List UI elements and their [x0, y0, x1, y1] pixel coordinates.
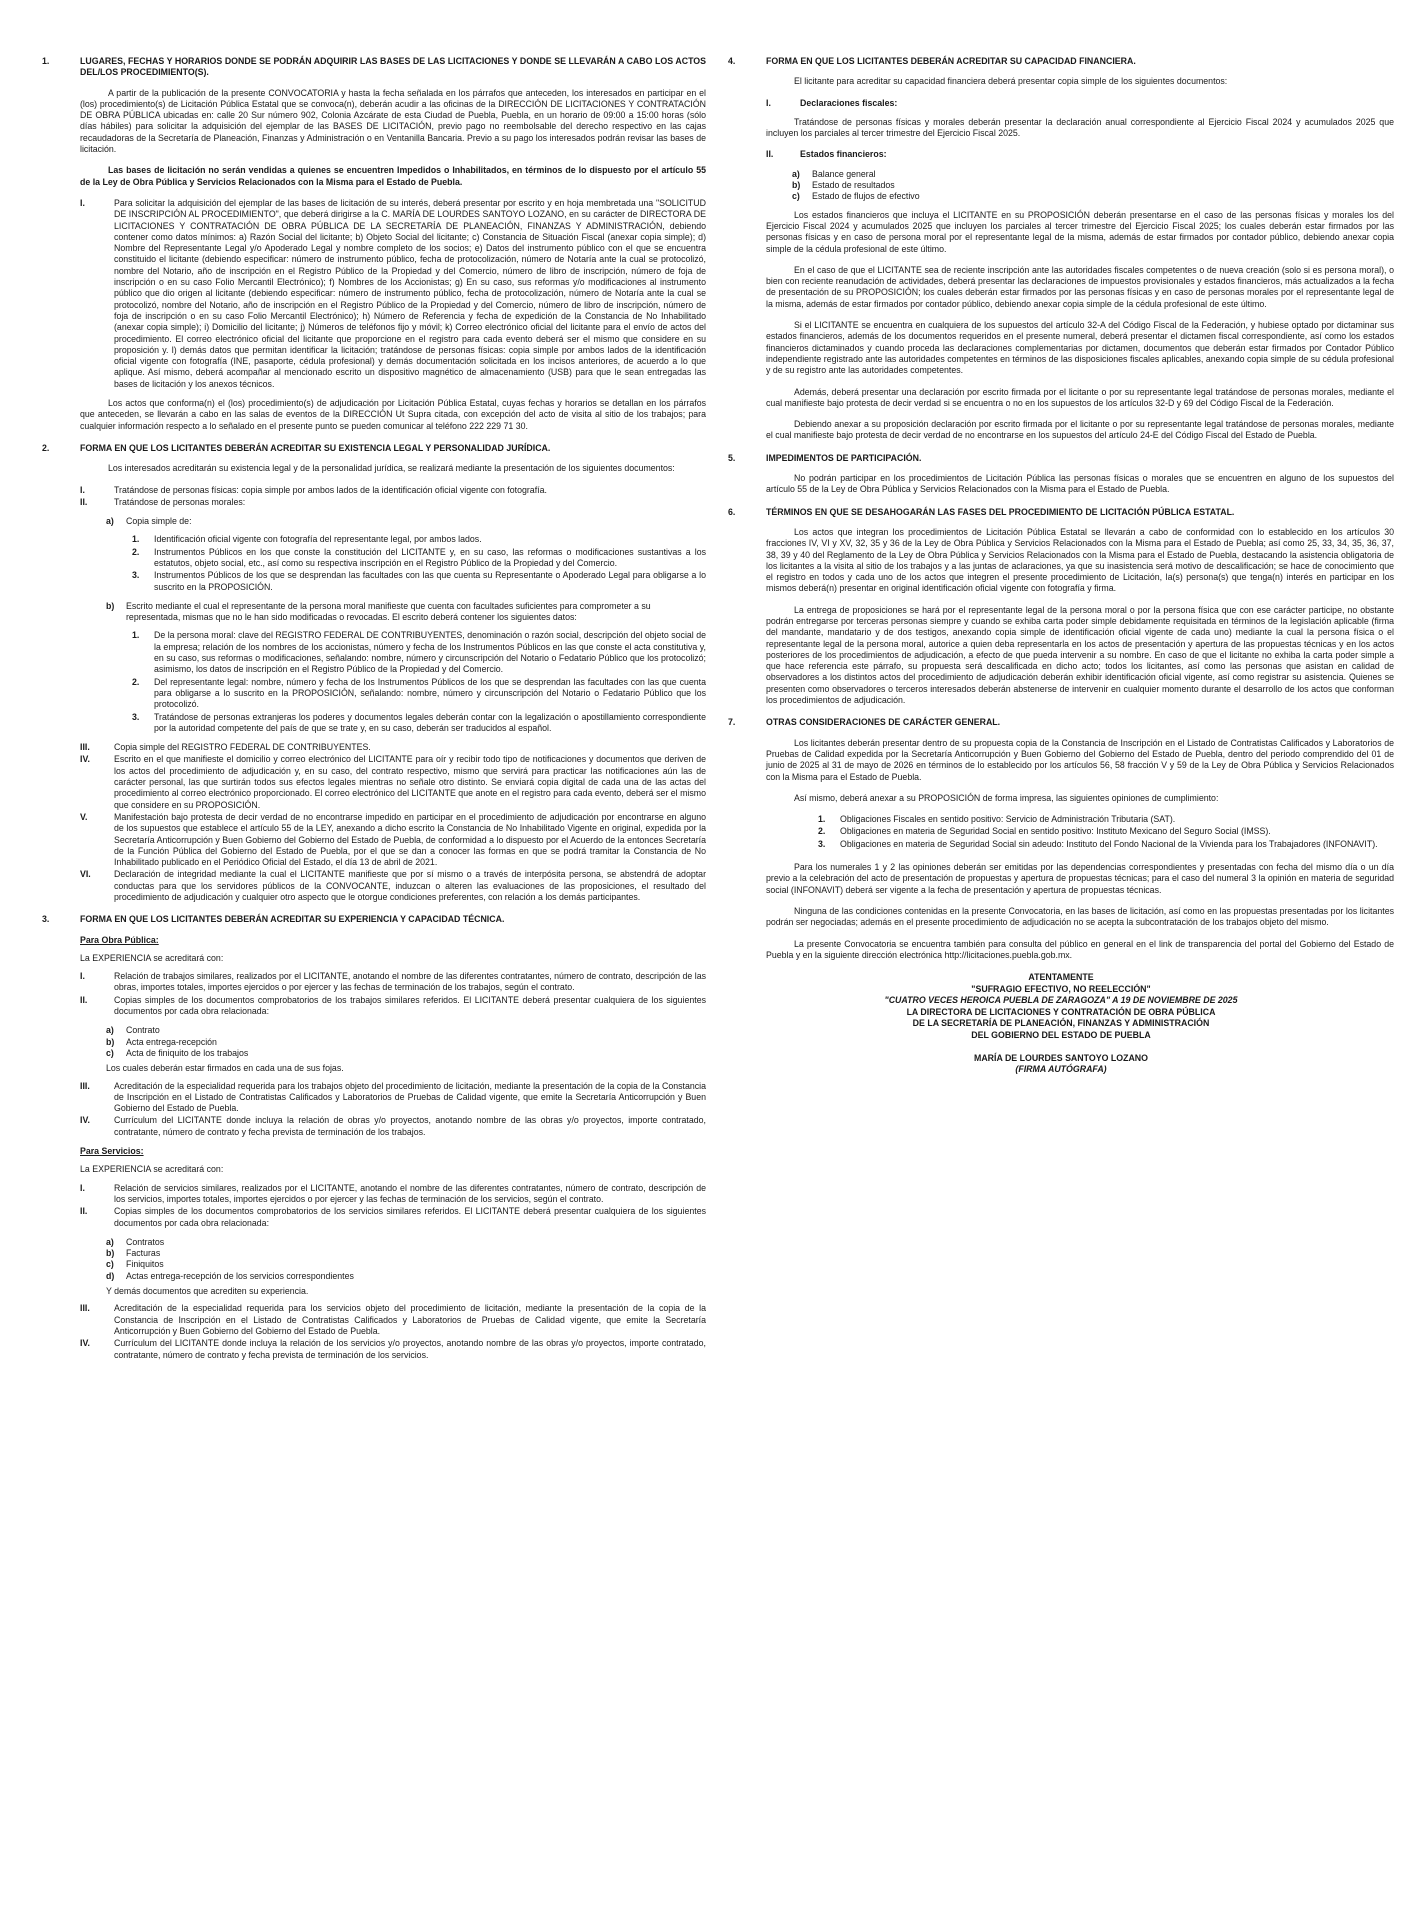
item-label: 1. [818, 814, 826, 825]
list-item [766, 98, 1394, 109]
item-text: Estado de flujos de efectivo [812, 191, 920, 202]
item-label: II. [80, 496, 88, 507]
section-6 [728, 507, 1394, 707]
paragraph: La presente Convocatoria se encuentra también para consulta del público en general en el link de transparencia del portal del Gobierno del Estado de Puebla y en la siguiente dirección electrónica http://licitaciones.puebla.gob.mx. [766, 938, 1394, 960]
section-title: FORMA EN QUE LOS LICITANTES DEBERÁN ACREDITAR SU CAPACIDAD FINANCIERA. [766, 56, 1136, 66]
section-7 [728, 717, 1394, 961]
sub-item [792, 180, 1394, 191]
sub-item [106, 1237, 706, 1248]
item-text: Instrumentos Públicos de los que se desprendan las facultades con las que cuenta su Representante o Apoderado Legal para obligarse a lo suscrito en la PROPOSICIÓN. [154, 570, 706, 592]
list-item [80, 1081, 706, 1115]
item-label: II. [80, 994, 88, 1005]
item-text: Obligaciones Fiscales en sentido positivo: Servicio de Administración Tributaria (SAT). [840, 814, 1176, 825]
sub-item [792, 191, 1394, 202]
item-label: c) [106, 1047, 114, 1058]
item-text: Copias simples de los documentos comprobatorios de los servicios similares referidos. El LICITANTE deberá presentar cualquiera de los siguientes documentos por cada obra relacionada: [114, 1206, 706, 1228]
paragraph: La entrega de proposiciones se hará por el representante legal de la persona moral o por la persona física que con ese carácter participe, no obstante podrán entregarse por terceras personas siempre y cuando se exhiba carta poder simple debidamente requisitada en términos de la legislación aplicable (firma del mandante, mandatario y de dos testigos, anexando copia simple de identificación oficial vigente de cada uno) mediante la cual la persona física o el representante legal de la persona moral, autorice a quien deba representarla en los actos de presentación y apertura de las propuestas técnicas y en los actos posteriores de los procedimientos de adjudicación, a efecto de que pueda intervenir a su nombre. En caso de que el licitante no exhiba la carta poder simple a que hace referencia este párrafo, su propuesta será descalificada en dicho acto; todos los licitantes, así como las personas que asistan en calidad de observadores a los distintos actos del procedimiento de adjudicación deberán exhibir identificación oficial vigente, así como registrar su asistencia. Quienes se presenten como observadores o terceros interesados deberán abstenerse de intervenir en cualquier momento durante el desarrollo de los actos que conforman los procedimientos de adjudicación. [766, 604, 1394, 706]
paragraph: Así mismo, deberá anexar a su PROPOSICIÓN de forma impresa, las siguientes opiniones de cumplimiento: [794, 792, 1219, 803]
section-title: FORMA EN QUE LOS LICITANTES DEBERÁN ACREDITAR SU EXPERIENCIA Y CAPACIDAD TÉCNICA. [80, 914, 505, 925]
item-label: a) [792, 168, 800, 179]
item-text: Declaración de integridad mediante la cual el LICITANTE manifieste que por sí mismo o a través de interpósita persona, se abstendrá de adoptar conductas para que los servidores públicos de la CONVOCANTE, induzcan o alteren las evaluaciones de las proposiciones, el resultado del procedimiento de adjudicación y cualquier otro aspecto que le otorgue condiciones preferentes, con relación a los demás participantes. [114, 869, 706, 902]
item-text: Contrato [126, 1025, 160, 1036]
paragraph: Los interesados acreditarán su existencia legal y de la personalidad jurídica, se realizará mediante la presentación de los siguientes documentos: [108, 463, 675, 474]
paragraph: Además, deberá presentar una declaración por escrito firmada por el licitante o por su representante legal tratándose de personas morales, mediante el cual manifieste bajo protesta de decir verdad si se encuentra o no en los supuestos de los artículos 32-D y 69 del Código Fiscal de la Federación. [766, 386, 1394, 408]
item-text: Contratos [126, 1236, 165, 1247]
item-text: Actas entrega-recepción de los servicios correspondientes [126, 1270, 354, 1281]
item-label: 2. [132, 546, 140, 557]
item-text: Balance general [812, 168, 876, 179]
sub-item [106, 1037, 706, 1048]
list-item [80, 1303, 706, 1337]
numbered-item [132, 570, 706, 593]
numbered-item [132, 547, 706, 570]
experience-line: La EXPERIENCIA se acreditará con: [80, 952, 224, 963]
item-text: Relación de servicios similares, realizados por el LICITANTE, anotando el nombre de las diferentes contratantes, número de contrato, descripción de los servicios, importes totales, importes ejercidos o por ejercer y las fechas de terminación de los servicios, según el contrato. [114, 1182, 706, 1204]
item-text: Identificación oficial vigente con fotografía del representante legal, por ambos lados. [154, 534, 482, 545]
sub-item [106, 516, 706, 527]
item-label: IV. [80, 754, 90, 765]
paragraph: El licitante para acreditar su capacidad financiera deberá presentar copia simple de los siguientes documentos: [794, 76, 1228, 87]
paragraph: Ninguna de las condiciones contenidas en la presente Convocatoria, en las bases de licitación, así como en las propuestas presentadas por los licitantes podrán ser negociadas; además en el presente procedimiento de adjudicación no se acepta la subcontratación de los trabajos objeto del mismo. [766, 905, 1394, 928]
list-item [80, 1183, 706, 1206]
sub-item [792, 169, 1394, 180]
list-item [80, 971, 706, 994]
list-item [80, 1338, 706, 1361]
item-text: Tratándose de personas físicas: copia simple por ambos lados de la identificación oficial vigente con fotografía. [114, 484, 547, 495]
list-item [80, 198, 706, 390]
paragraph: Para los numerales 1 y 2 las opiniones deberán ser emitidas por las dependencias correspondientes y presentadas con fecha del mismo día o un día previo a la celebración del acto de presentación de propuestas y apertura de propuestas técnicas; para el caso del numeral 3 la opinión en materia de seguridad social (INFONAVIT) deberá ser vigente a la fecha de presentación y apertura de propuestas técnicas. [766, 862, 1394, 895]
item-label: I. [80, 197, 85, 208]
item-label: I. [80, 1182, 85, 1193]
sign-line-place-date: "CUATRO VECES HEROICA PUEBLA DE ZARAGOZA" A 19 DE NOVIEMBRE DE 2025 [884, 995, 1238, 1006]
paragraph: Los actos que integran los procedimientos de Licitación Pública Estatal se llevarán a cabo de conformidad con lo establecido en los artículos 30 fracciones IV, VI y XV, 32, 35 y 36 de la Ley de Obra Pública y Servicios Relacionados con la Misma para el Estado de Puebla; así como 25, 33, 34, 35, 36, 37, 38, 39 y 40 del Reglamento de la Ley de Obra Pública y Servicios Relacionados con la Misma para el Estado de Puebla, destacando la asistencia obligatoria de los licitantes a la visita al sitio de los trabajos y a las juntas de aclaraciones, ya que su inasistencia será motivo de descalificación; se hace de conocimiento que el registro en todos y cada uno de los actos que integren el presente procedimiento de Licitación, la(s) persona(s) que tenga(n) interés en participar en los mismos deberá(n) presentar en original identificación oficial vigente con fotografía y firma. [766, 526, 1394, 594]
item-label: a) [106, 1236, 114, 1247]
item-label: I. [80, 484, 85, 495]
item-text: Instrumentos Públicos en los que conste la constitución del LICITANTE y, en su caso, las reformas o modificaciones sustantivas a los estatutos, objeto social, etc., así como su respectiva inscripción en el Registro Público de la Propiedad y del Comercio. [154, 546, 706, 568]
numbered-item [132, 630, 706, 675]
item-text: Estado de resultados [812, 180, 895, 191]
item-label: IV. [80, 1338, 90, 1349]
item-text: De la persona moral: clave del REGISTRO FEDERAL DE CONTRIBUYENTES, denominación o razón social, descripción del objeto social de la empresa; relación de los nombres de los accionistas, número y fecha de los Instrumentos Públicos en las que conste el acta constitutiva y, en su caso, sus reformas o modificaciones, señalando: nombre, número y circunscripción del Notario o Fedatario Público que los protocolizó; asimismo, los datos de inscripción en el Registro Público de la Propiedad y del Comercio. [154, 630, 706, 675]
item-heading: Declaraciones fiscales: [800, 97, 898, 108]
sign-line-atentamente: ATENTAMENTE [1028, 972, 1094, 983]
item-text: Currículum del LICITANTE donde incluya la relación de los servicios y/o proyectos, anotando nombre de las obras y/o proyectos, importe contratado, contratante, número de contrato y fecha prevista de terminación de los servicios. [114, 1338, 706, 1360]
sub-item [106, 1048, 706, 1059]
sign-line-motto: "SUFRAGIO EFECTIVO, NO REELECCIÓN" [971, 983, 1151, 994]
section-number: 5. [728, 452, 736, 463]
subsection-heading: Para Obra Pública: [80, 934, 159, 945]
sub-item [106, 601, 706, 624]
numbered-item [132, 534, 706, 545]
paragraph: Los licitantes deberán presentar dentro de su propuesta copia de la Constancia de Inscripción en el Listado de Contratistas Calificados y Laboratorios de Pruebas de Calidad expedida por la Secretaría Anticorrupción y Buen Gobierno del Gobierno del Estado de Puebla, dentro del periodo comprendido del 01 de junio de 2025 al 31 de mayo de 2026 en términos de lo establecido por los artículos 56, 58 fracción V y 59 de la Ley de Obra Pública y Servicios Relacionados con la Misma para el Estado de Puebla. [766, 737, 1394, 782]
item-label: II. [766, 149, 774, 160]
sub-item [106, 1271, 706, 1282]
item-text: Acta entrega-recepción [126, 1036, 217, 1047]
item-text: Tratándose de personas morales: [114, 496, 246, 507]
sub-item [106, 1259, 706, 1270]
list-item [80, 812, 706, 868]
left-column [42, 56, 706, 1372]
paragraph-bold: Las bases de licitación no serán vendidas a quienes se encuentren Impedidos o Inhabilitados, en términos de lo dispuesto por el artículo 55 de la Ley de Obra Pública y Servicios Relacionados con la Misma para el Estado de Puebla. [80, 165, 706, 187]
paragraph: En el caso de que el LICITANTE sea de reciente inscripción ante las autoridades fiscales competentes o de nueva creación (solo si es persona moral), o bien con reciente reanudación de actividades, deberá presentar las declaraciones de impuestos provisionales y estados financieros, más actualizados a la fecha de presentación de su PROPOSICIÓN; los cuales deberán estar firmados por las personas físicas y en caso de personas morales por el representante legal de la misma, además de estar firmados por contador público, debiendo anexar copia simple de la cédula profesional de este último. [766, 264, 1394, 309]
item-label: c) [106, 1259, 114, 1270]
item-text: Acreditación de la especialidad requerida para los trabajos objeto del procedimiento de licitación, mediante la presentación de la copia de la Constancia de Inscripción en el Listado de Contratistas Calificados y Laboratorios de Pruebas de Calidad vigente, que emite la Secretaría Anticorrupción y Buen Gobierno del Estado de Puebla. [114, 1080, 706, 1114]
item-label: I. [80, 971, 85, 982]
signature-block [728, 972, 1394, 1076]
list-item [80, 1206, 706, 1229]
item-text: Copia simple del REGISTRO FEDERAL DE CONTRIBUYENTES. [114, 742, 371, 753]
section-number: 2. [42, 442, 50, 453]
item-text: Currículum del LICITANTE donde incluya la relación de obras y/o proyectos, anotando nombre de las obras y/o proyectos, importe contratado, contratante, número de contrato y fecha prevista de terminación de los trabajos. [114, 1115, 706, 1137]
section-title: TÉRMINOS EN QUE SE DESAHOGARÁN LAS FASES DEL PROCEDIMIENTO DE LICITACIÓN PÚBLICA ESTATAL. [766, 506, 1235, 517]
section-title: LUGARES, FECHAS Y HORARIOS DONDE SE PODRÁN ADQUIRIR LAS BASES DE LAS LICITACIONES Y DONDE SE LLEVARÁN A CABO LOS ACTOS DEL/LOS PROCEDIMIENTO(S). [80, 56, 706, 78]
item-label: III. [80, 1080, 90, 1091]
item-label: b) [106, 1036, 115, 1047]
section-title: OTRAS CONSIDERACIONES DE CARÁCTER GENERAL. [766, 717, 1001, 728]
paragraph: Tratándose de personas físicas y morales deberán presentar la declaración anual correspondiente al Ejercicio Fiscal 2024 y acumulados 2025 que incluyen los parciales al tercer trimestre del Ejercicio Fiscal 2025. [766, 116, 1394, 139]
item-label: d) [106, 1270, 115, 1281]
list-item [80, 485, 706, 496]
item-label: IV. [80, 1115, 90, 1126]
paragraph: Los estados financieros que incluya el LICITANTE en su PROPOSICIÓN deberán presentarse en el caso de las personas físicas y morales los del Ejercicio Fiscal 2024 y acumulados 2025 que incluyen los parciales al tercer trimestre del Ejercicio Fiscal 2025; los cuales deberán estar firmados por las personas físicas y en caso de persona moral por el representante legal de la misma, además de estar firmados por contador público, debiendo anexar copia simple de la cédula profesional de este último. [766, 209, 1394, 254]
item-text: Del representante legal: nombre, número y fecha de los Instrumentos Públicos de los que se desprendan las facultades con las que cuenta para obligarse a lo suscrito en la PROPOSICIÓN, señalando: nombre, número y circunscripción del Notario o Fedatario Público que los protocolizó. [154, 676, 706, 710]
item-text: Copias simples de los documentos comprobatorios de los trabajos similares referidos. El LICITANTE deberá presentar cualquiera de los siguientes documentos por cada obra relacionada: [114, 994, 706, 1017]
item-label: a) [106, 1025, 114, 1036]
item-text: Facturas [126, 1248, 161, 1259]
item-text: Escrito en el que manifieste el domicilio y correo electrónico del LICITANTE para oír y recibir todo tipo de notificaciones y documentos que deriven de los actos del procedimiento de adjudicación y, en su caso, del contrato respectivo, mismo que servirá para practicar las notificaciones aún las de carácter personal, las que surtirán todos sus efectos legales mientras no señale otro distinto. Se enviará copia digital de cada una de las actas del procedimiento al correo electrónico proporcionado. El correo electrónico del LICITANTE que anote en el registro para cada evento, deberá ser el mismo que considere en su PROPOSICIÓN. [114, 754, 706, 810]
signature-note: (FIRMA AUTÓGRAFA) [1015, 1064, 1107, 1075]
section-1 [42, 56, 706, 432]
item-label: 1. [132, 534, 140, 545]
item-text: Para solicitar la adquisición del ejemplar de las bases de licitación de su interés, deberá presentar por escrito y en hoja membretada una "SOLICITUD DE INSCRIPCIÓN AL PROCEDIMIENTO", que deberá dirigirse a la C. MARÍA DE LOURDES SANTOYO LOZANO, en su carácter de DIRECTORA DE LICITACIONES Y CONTRATACIÓN DE OBRA PÚBLICA DE LA SECRETARÍA DE PLANEACIÓN, FINANZAS Y ADMINISTRACIÓN, debiendo contener como datos mínimos: a) Razón Social del licitante; b) Objeto Social del licitante; c) Constancia de Situación Fiscal (anexar copia simple); d) Nombre del Representante Legal y/o Apoderado Legal y nombre completo de los socios; e) Datos del instrumento público con el que se encuentra constituido el licitante (debiendo especificar: número de instrumento público, fecha de protocolización, número de Notaría ante la cual se protocolizó, nombre del Notario, año de inscripción en el Registro Público de la Propiedad y del Comercio, número de libro de inscripción, número de foja de inscripción o en su caso Folio Mercantil Electrónico); f) Nombres de los Accionistas; g) En su caso, sus reformas y/o modificaciones al instrumento público que dio origen al licitante (debiendo especificar: número de instrumento público, fecha de protocolización, número de Notaría ante la cual se protocolizó, nombre del Notario, año de inscripción en el Registro Público de la Propiedad y del Comercio, número de libro de inscripción, número de foja de inscripción o en su caso Folio Mercantil Electrónico); h) Número de Referencia y fecha de expedición de la Constancia de No Inhabilitado (anexar copia simple); i) Domicilio del licitante; j) Números de teléfonos fijo y móvil; k) Correo electrónico oficial del licitante para el envío de actos del procedimiento. El correo electrónico oficial del licitante que proporcione en el registro para cada evento deberá ser el mismo que considere en su proposición y. l) demás datos que permitan identificar la licitación; tratándose de personas físicas: copia simple por ambos lados de la identificación oficial vigente con fotografía (INE, pasaporte, cédula profesional) y demás documentación solicitada en los incisos anteriores, de acuerdo a lo que aplique. Así mismo, deberá acompañar al mencionado escrito un dispositivo magnético de almacenamiento (USB) para que le sean entregadas las bases de licitación y los anexos técnicos. [114, 197, 706, 389]
item-text: Obligaciones en materia de Seguridad Social sin adeudo: Instituto del Fondo Nacional de la Vivienda para los Trabajadores (INFONAVIT). [840, 838, 1378, 849]
section-5 [728, 453, 1394, 496]
signature-note: Los cuales deberán estar firmados en cada una de sus fojas. [106, 1063, 344, 1074]
item-label: II. [80, 1206, 88, 1217]
numbered-item [818, 839, 1394, 850]
item-label: V. [80, 811, 88, 822]
right-column [728, 56, 1394, 1076]
item-label: 1. [132, 630, 140, 641]
item-label: a) [106, 516, 114, 527]
paragraph: A partir de la publicación de la presente CONVOCATORIA y hasta la fecha señalada en los párrafos que anteceden, los interesados en participar en el (los) procedimiento(s) de Licitación Pública Estatal que se convoca(n), deberán acudir a las oficinas de la DIRECCIÓN DE LICITACIONES Y CONTRATACIÓN DE OBRA PÚBLICA ubicadas en: calle 20 Sur número 902, Colonia Azcárate de esta Ciudad de Puebla, Puebla, en un horario de 09:00 a 15:00 horas (sólo días hábiles) para solicitar la adquisición del ejemplar de las BASES DE LICITACIÓN, previo pago no reembolsable del derecho respectivo en las cajas recaudadoras de la Secretaría de Planeación, Finanzas y Administración o en Ventanilla Bancaria. Previo a su pago los interesados podrán revisar las bases de licitación. [80, 87, 706, 155]
section-number: 4. [728, 56, 736, 66]
signer-name: MARÍA DE LOURDES SANTOYO LOZANO [974, 1052, 1148, 1063]
section-title: FORMA EN QUE LOS LICITANTES DEBERÁN ACREDITAR SU EXISTENCIA LEGAL Y PERSONALIDAD JURÍDICA. [80, 442, 551, 453]
item-heading: Estados financieros: [800, 149, 887, 160]
item-label: 3. [132, 570, 140, 581]
item-label: VI. [80, 869, 91, 880]
section-4 [728, 56, 1394, 442]
sign-line-title-3: DEL GOBIERNO DEL ESTADO DE PUEBLA [971, 1030, 1151, 1041]
paragraph: No podrán participar en los procedimientos de Licitación Pública las personas físicas o morales que se encuentren en alguno de los supuestos del artículo 55 de la Ley de Obra Pública y Servicios Relacionados con la Misma para el Estado de Puebla. [766, 473, 1394, 495]
item-label: 3. [818, 838, 826, 849]
item-label: I. [766, 97, 771, 108]
item-text: Tratándose de personas extranjeras los poderes y documentos legales deberán contar con la legalización o apostillamiento correspondiente por la autoridad competente del país de que se trate y, en su caso, deberán ser traducidos al español. [154, 711, 706, 733]
item-text: Finiquitos [126, 1259, 164, 1270]
section-number: 7. [728, 717, 736, 728]
list-item [80, 1115, 706, 1138]
paragraph: Si el LICITANTE se encuentra en cualquiera de los supuestos del artículo 32-A del Código Fiscal de la Federación, y hubiese optado por dictaminar sus estados financieros, además de los documentos requeridos en el presente numeral, deberá presentar el dictamen fiscal correspondiente, así como los estados financieros dictaminados y cuando proceda las declaraciones complementarias por dictamen, documentos que deberán estar firmados por Contador Público independiente registrado ante las autoridades competentes en términos de las disposiciones fiscales aplicables, anexando copia simple de su cédula profesional y de su registro ante las autoridades competentes. [766, 320, 1394, 376]
list-item [80, 742, 706, 753]
section-title: IMPEDIMENTOS DE PARTICIPACIÓN. [766, 452, 922, 463]
item-text: Relación de trabajos similares, realizados por el LICITANTE, anotando el nombre de las diferentes contratantes, número de contrato, descripción de las obras, importes totales, importes ejercidos o por ejercer y las fechas de terminación de los trabajos, según el contrato. [114, 971, 706, 993]
list-item [80, 869, 706, 903]
item-text: Acta de finiquito de los trabajos [126, 1047, 249, 1058]
item-text: Acreditación de la especialidad requerida para los servicios objeto del procedimiento de licitación, mediante la presentación de la copia de la Constancia de Inscripción en el Listado de Contratistas Calificados y Laboratorios de Pruebas de Calidad vigente, que emite la Secretaría Anticorrupción y Buen Gobierno del Gobierno del Estado de Puebla. [114, 1303, 706, 1336]
list-item [766, 149, 1394, 160]
item-text: Copia simple de: [126, 516, 192, 527]
numbered-item [818, 826, 1394, 837]
item-text: Escrito mediante el cual el representante de la persona moral manifieste que cuenta con facultades suficientes para comprometer a su representada, mismas que no le han sido modificadas o revocadas. El escrito deberá contener los siguientes datos: [126, 600, 651, 623]
section-number: 6. [728, 506, 736, 517]
subsection-heading: Para Servicios: [80, 1146, 144, 1157]
item-label: 2. [132, 676, 140, 687]
item-text: Manifestación bajo protesta de decir verdad de no encontrarse impedido en participar en el procedimiento de adjudicación por encontrarse en alguno de los supuestos que establece el artículo 55 de la LEY, anexando a dicho escrito la Constancia de No Inhabilitado Vigente en original, expedida por la Secretaría Anticorrupción y Buen Gobierno del Gobierno del Estado de Puebla, de conformidad a lo dispuesto por el Acuerdo de la entonces Secretaría de la Función Pública del Gobierno del Estado de Puebla, por el que se dan a conocer las formas en que se podrá tramitar la Constancia de No Inhabilitado publicado en el Periódico Oficial del Estado, el día 13 de abril de 2021. [114, 811, 706, 868]
list-item [80, 995, 706, 1018]
section-number: 3. [42, 914, 50, 925]
item-label: III. [80, 1303, 90, 1314]
numbered-item [132, 712, 706, 735]
sign-line-title-1: LA DIRECTORA DE LICITACIONES Y CONTRATACIÓN DE OBRA PÚBLICA [906, 1006, 1216, 1017]
paragraph: Debiendo anexar a su proposición declaración por escrito firmada por el licitante o por su representante legal tratándose de personas morales, mediante el cual manifieste bajo protesta de decir verdad de no encontrarse en los supuestos del artículo 24-E del Código Fiscal del Estado de Puebla. [766, 419, 1394, 441]
list-item [80, 497, 706, 508]
sub-item [106, 1025, 706, 1036]
item-label: c) [792, 191, 800, 202]
item-label: 3. [132, 711, 140, 722]
item-label: III. [80, 742, 90, 753]
section-2 [42, 443, 706, 903]
item-label: b) [106, 1248, 115, 1259]
paragraph: Los actos que conforma(n) el (los) procedimiento(s) de adjudicación por Licitación Pública Estatal, cuyas fechas y horarios se detallan en los párrafos que anteceden, se llevarán a cabo en las salas de eventos de la DIRECCIÓN Ut Supra citada, con excepción del acto de visita al sitio de los trabajos; para cualquier información respecto a lo señalado en el presente punto se pueden comunicar al teléfono 222 229 71 30. [80, 398, 706, 431]
list-item [80, 754, 706, 810]
numbered-item [132, 677, 706, 711]
sign-line-title-2: DE LA SECRETARÍA DE PLANEACIÓN, FINANZAS Y ADMINISTRACIÓN [912, 1018, 1210, 1029]
experience-line: La EXPERIENCIA se acreditará con: [80, 1164, 224, 1175]
item-label: b) [106, 600, 115, 611]
numbered-item [818, 814, 1394, 825]
experience-note: Y demás documentos que acrediten su experiencia. [106, 1286, 309, 1297]
item-text: Obligaciones en materia de Seguridad Social en sentido positivo: Instituto Mexicano del Seguro Social (IMSS). [840, 826, 1271, 837]
item-label: 2. [818, 826, 826, 837]
section-number: 1. [42, 56, 50, 66]
section-3 [42, 914, 706, 1361]
item-label: b) [792, 180, 801, 191]
sub-item [106, 1248, 706, 1259]
